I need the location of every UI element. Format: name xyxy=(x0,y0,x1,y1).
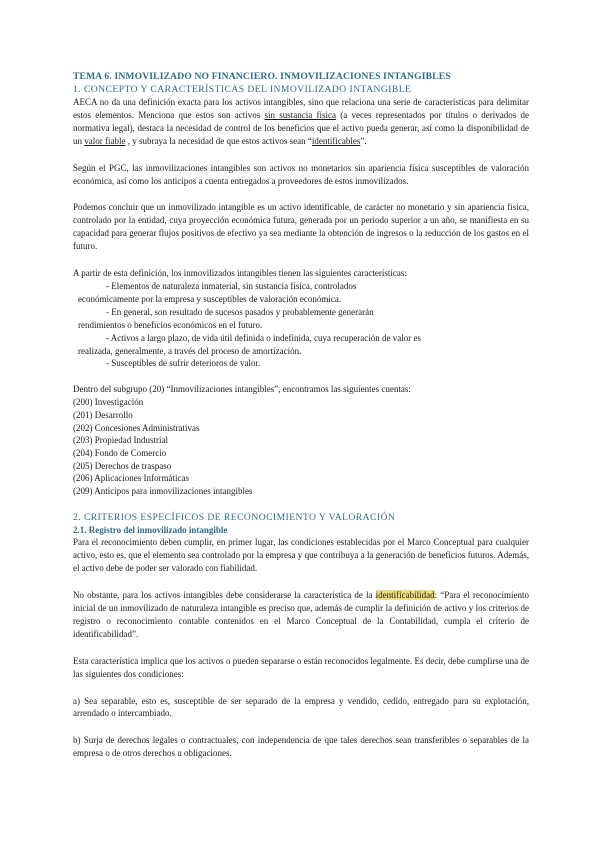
bullet-item-continuation: rendimientos o beneficios económicos en el futuro. xyxy=(78,319,263,330)
section-2-paragraph-2 xyxy=(73,589,529,641)
account-item: (205) Derechos de traspaso xyxy=(73,460,172,471)
condition-a: a) Sea separable, esto es, susceptible de ser separado de la empresa y vendido, cedido, entregado para su explotación, arrendado o intercambiado. xyxy=(73,695,529,719)
section-1-paragraph-2: Según el PGC, las inmovilizaciones intangibles son activos no monetarios sin apariencia física susceptibles de valoración económica, así como los anticipos a cuenta entregados a proveedores de estos inmovilizados. xyxy=(73,162,529,186)
text-run: AECA no da una definición exacta para los activos intangibles, sino que relaciona una serie de características para delimitar estos elementos. Menciona que estos son activos xyxy=(73,97,529,120)
highlighted-term: identificabilidad xyxy=(375,590,435,601)
underlined-term: valor fiable xyxy=(84,135,126,146)
account-item: (201) Desarrollo xyxy=(73,409,133,420)
text-run: No obstante, para los activos intangibles debe considerarse la característica de la xyxy=(73,590,376,601)
characteristics-list xyxy=(73,280,529,370)
section-1-paragraph-4: A partir de esta definición, los inmovilizados intangibles tienen las siguientes características: xyxy=(73,268,407,279)
bullet-item: - En general, son resultado de sucesos pasados y probablemente generarán xyxy=(106,306,374,317)
section-2-paragraph-1: Para el reconocimiento deben cumplir, en primer lugar, las condiciones establecidas por el Marco Conceptual para cualquier activo, esto es, que el elemento sea controlado por la empresa y que contribuya a la generación de beneficios futuros. Además, el activo debe de poder ser valorado con fiabilidad. xyxy=(73,537,529,574)
section-1-paragraph-5: Dentro del subgrupo (20) “Inmovilizaciones intangibles”, encontramos las siguientes cuentas: xyxy=(73,384,411,395)
accounts-list xyxy=(73,396,529,498)
section-1-paragraph-1 xyxy=(73,96,529,148)
bullet-item-continuation: realizada, generalmente, a través del proceso de amortización. xyxy=(78,345,302,356)
condition-b: b) Surja de derechos legales o contractuales, con independencia de que tales derechos sean transferibles o separables de la empresa o de otros derechos u obligaciones. xyxy=(73,735,529,759)
text-run: (a veces representados por títulos o derivados de normativa legal), destaca la necesidad de control de los beneficios que el activo pueda generar, así como la disponibilidad de un xyxy=(73,109,530,146)
section-2-paragraph-3: Esta característica implica que los activos o pueden separarse o están reconocidos legalmente. Es decir, debe cumplirse una de las siguientes dos condiciones: xyxy=(73,655,529,679)
account-item: (206) Aplicaciones Informáticas xyxy=(73,473,189,484)
account-item: (209) Anticipos para inmovilizaciones intangibles xyxy=(73,486,253,497)
bullet-item: - Susceptibles de sufrir deterioros de valor. xyxy=(106,358,261,369)
bullet-item: - Elementos de naturaleza inmaterial, sin sustancia física, controlados xyxy=(106,280,357,291)
account-item: (204) Fondo de Comercio xyxy=(73,448,167,459)
bullet-item-continuation: económicamente por la empresa y susceptibles de valoración económica. xyxy=(78,293,342,304)
account-item: (203) Propiedad Industrial xyxy=(73,435,168,446)
section-1-paragraph-3: Podemos concluir que un inmovilizado intangible es un activo identificable, de carácter no monetario y sin apariencia física, controlado por la entidad, cuya proyección económica futura, generada por un periodo superior a un año, se manifiesta en su capacidad para generar flujos positivos de efectivo ya sea mediante la obtención de ingresos o la reducción de los gastos en el futuro. xyxy=(73,202,529,252)
document-content xyxy=(73,70,529,760)
text-run: : “Para el reconocimiento inicial de un inmovilizado de naturaleza intangible es preciso que, además de cumplir la definición de activo y los criterios de registro o reconocimiento contable contenidos en el Marco Conceptual de la Contabilidad, cumpla el criterio de identificabilidad”. xyxy=(73,590,529,639)
document-title: TEMA 6. INMOVILIZADO NO FINANCIERO. INMOVILIZACIONES INTANGIBLES xyxy=(73,71,451,82)
bullet-item: - Activos a largo plazo, de vida útil definida o indefinida, cuya recuperación de valor es xyxy=(106,332,421,343)
section-2-heading: 2. CRITERIOS ESPECÍFICOS DE RECONOCIMIENTO Y VALORACIÓN xyxy=(73,511,396,523)
text-run: ”. xyxy=(360,135,367,146)
account-item: (202) Concesiones Administrativas xyxy=(73,422,200,433)
section-1-heading: 1. CONCEPTO Y CARACTERÍSTICAS DEL INMOVILIZADO INTANGIBLE xyxy=(73,84,412,95)
subsection-2-1-heading: 2.1. Registro del inmovilizado intangible xyxy=(73,524,228,535)
underlined-term: identificables xyxy=(311,135,361,146)
text-run: , y subraya la necesidad de que estos activos sean “ xyxy=(125,135,312,146)
underlined-term: sin sustancia física xyxy=(264,109,337,120)
account-item: (200) Investigación xyxy=(73,397,144,408)
